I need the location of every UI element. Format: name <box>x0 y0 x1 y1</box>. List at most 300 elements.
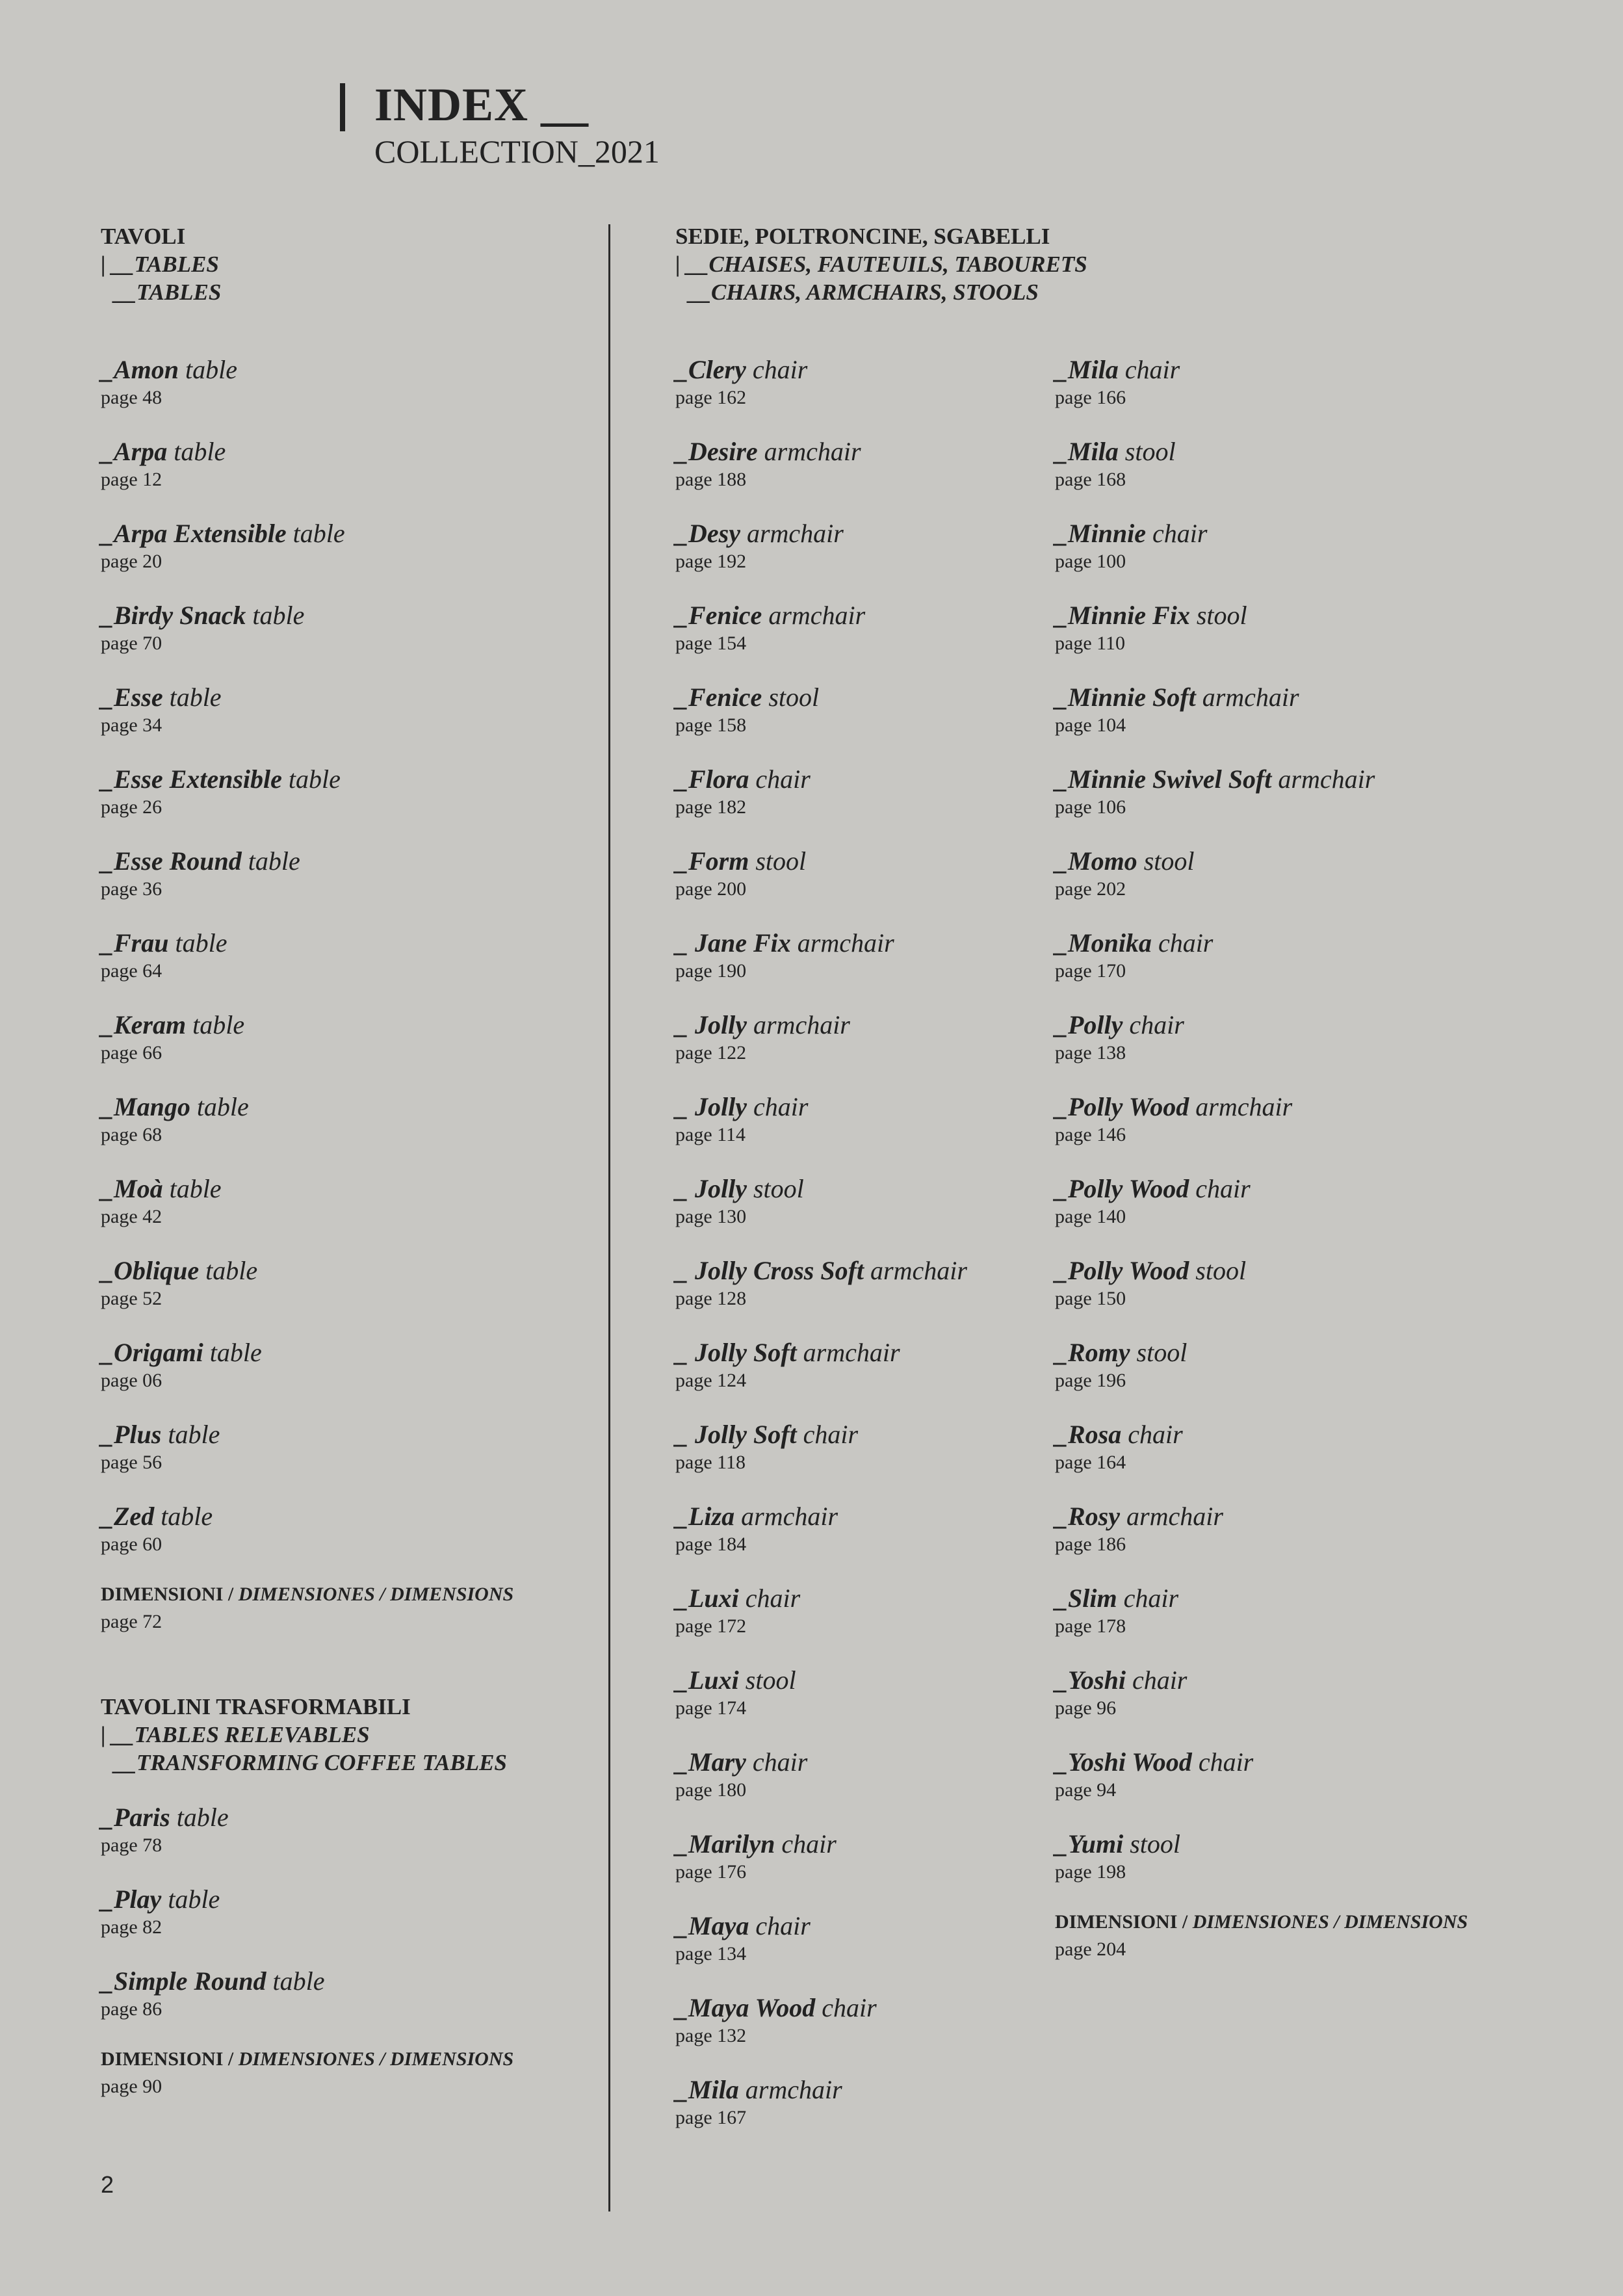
index-entry[interactable] <box>675 1174 1039 1256</box>
entry-page: page 78 <box>101 1834 162 1856</box>
index-entry[interactable] <box>675 437 1039 519</box>
entry-product-name: _ Jolly Cross Soft <box>675 1256 864 1285</box>
tables-list <box>101 355 595 1584</box>
entry-product-type: table <box>169 1174 222 1203</box>
index-entry[interactable] <box>675 1747 1039 1829</box>
entry-product-name: _Yoshi Wood <box>1055 1747 1192 1777</box>
entry-title <box>1055 601 1510 631</box>
entry-page: page 180 <box>675 1779 747 1801</box>
entry-product-type: chair <box>1198 1747 1254 1777</box>
entry-title <box>675 519 1039 549</box>
dimensions-page: page 204 <box>1055 1938 1126 1960</box>
index-entry[interactable] <box>101 1885 595 1966</box>
entry-product-type: armchair <box>803 1338 900 1367</box>
entry-product-name: _Marilyn <box>675 1829 775 1859</box>
entry-product-type: stool <box>1124 437 1176 466</box>
index-entry[interactable] <box>675 355 1039 437</box>
entry-title <box>101 519 595 549</box>
entry-page: page 172 <box>675 1615 747 1637</box>
index-entry[interactable] <box>1055 1829 1510 1911</box>
entry-page: page 178 <box>1055 1615 1126 1637</box>
index-entry[interactable] <box>1055 1174 1510 1256</box>
index-entry[interactable] <box>1055 1010 1510 1092</box>
entry-product-name: _Luxi <box>675 1665 739 1695</box>
entry-page: page 64 <box>101 960 162 982</box>
entry-title <box>1055 1829 1510 1859</box>
index-entry[interactable] <box>101 1420 595 1502</box>
entry-page: page 36 <box>101 878 162 900</box>
entry-page: page 146 <box>1055 1124 1126 1145</box>
entry-page: page 188 <box>675 469 747 490</box>
entry-product-type: armchair <box>741 1502 838 1531</box>
entry-page: page 86 <box>101 1998 162 2020</box>
entry-page: page 162 <box>675 387 747 408</box>
index-entry[interactable] <box>675 846 1039 928</box>
heading-line: __TRANSFORMING COFFEE TABLES <box>114 1750 507 1775</box>
index-entry[interactable] <box>101 519 595 601</box>
entry-title <box>101 1502 595 1532</box>
index-entry[interactable] <box>1055 1256 1510 1338</box>
index-entry[interactable] <box>675 2075 1039 2157</box>
entry-product-type: armchair <box>1195 1092 1293 1121</box>
entry-product-name: _Flora <box>675 764 749 794</box>
entry-product-type: chair <box>752 1747 808 1777</box>
entry-title <box>1055 1747 1510 1777</box>
entry-page: page 94 <box>1055 1779 1117 1801</box>
entry-product-name: _Origami <box>101 1338 203 1367</box>
heading-line: __CHAIRS, ARMCHAIRS, STOOLS <box>688 280 1039 305</box>
entry-product-type: chair <box>755 764 811 794</box>
entry-product-name: _Plus <box>101 1420 162 1449</box>
entry-page: page 170 <box>1055 960 1126 982</box>
seating-list-col1 <box>675 355 1039 2157</box>
entry-product-type: table <box>205 1256 258 1285</box>
entry-product-name: _ Jane Fix <box>675 928 791 958</box>
entry-product-name: _ Jolly <box>675 1010 747 1039</box>
entry-title <box>1055 1256 1510 1286</box>
index-entry[interactable] <box>675 764 1039 846</box>
entry-title <box>1055 1338 1510 1368</box>
entry-product-name: _Play <box>101 1885 162 1914</box>
entry-product-type: armchair <box>753 1010 850 1039</box>
entry-page: page 48 <box>101 387 162 408</box>
seating-section <box>675 222 1520 306</box>
entry-product-name: _Desy <box>675 519 740 548</box>
entry-product-name: _Birdy Snack <box>101 601 246 630</box>
entry-product-type: table <box>292 519 345 548</box>
index-entry[interactable] <box>675 1993 1039 2075</box>
dimensions-page: page 72 <box>101 1611 162 1632</box>
index-entry[interactable] <box>1055 519 1510 601</box>
index-entry[interactable] <box>675 1829 1039 1911</box>
entry-product-name: _Form <box>675 846 749 876</box>
heading-line: | __TABLES <box>101 252 219 277</box>
entry-product-type: armchair <box>797 928 894 958</box>
entry-page: page 138 <box>1055 1042 1126 1063</box>
entry-title <box>101 846 595 876</box>
heading-line: TAVOLI <box>101 224 186 249</box>
entry-title <box>675 1747 1039 1777</box>
entry-product-type: chair <box>1132 1665 1188 1695</box>
entry-product-name: _Slim <box>1055 1584 1117 1613</box>
entry-product-name: _Esse <box>101 683 163 712</box>
entry-product-type: table <box>288 764 341 794</box>
entry-product-type: chair <box>1152 519 1208 548</box>
entry-product-type: table <box>272 1966 325 1996</box>
entry-title <box>1055 764 1510 794</box>
entry-title <box>1055 1010 1510 1040</box>
entry-page: page 184 <box>675 1533 747 1555</box>
entry-product-type: table <box>248 846 300 876</box>
entry-product-type: table <box>174 437 226 466</box>
entry-page: page 190 <box>675 960 747 982</box>
entry-product-type: table <box>185 355 238 384</box>
index-entry[interactable] <box>101 764 595 846</box>
entry-page: page 114 <box>675 1124 746 1145</box>
index-entry[interactable] <box>1055 1747 1510 1829</box>
entry-title <box>675 1338 1039 1368</box>
coffee-tables-section <box>101 1693 595 2100</box>
entry-product-type: chair <box>1123 1584 1179 1613</box>
index-entry[interactable] <box>101 1966 595 2048</box>
entry-title <box>675 1911 1039 1941</box>
index-entry[interactable] <box>101 1092 595 1174</box>
section-heading <box>101 1693 595 1777</box>
entry-product-name: _ Jolly Soft <box>675 1420 797 1449</box>
entry-product-type: chair <box>803 1420 859 1449</box>
index-entry[interactable] <box>675 683 1039 764</box>
index-entry[interactable] <box>1055 1338 1510 1420</box>
entry-title <box>101 1885 595 1914</box>
entry-page: page 202 <box>1055 878 1126 900</box>
entry-product-type: table <box>196 1092 249 1121</box>
entry-product-name: _Esse Extensible <box>101 764 282 794</box>
entry-page: page 100 <box>1055 551 1126 572</box>
entry-page: page 34 <box>101 714 162 736</box>
dimensions-label: DIMENSIONI / DIMENSIONES / DIMENSIONS <box>101 2048 514 2070</box>
entry-product-type: table <box>161 1502 213 1531</box>
entry-product-name: _Polly Wood <box>1055 1174 1189 1203</box>
index-entry[interactable] <box>1055 601 1510 683</box>
index-entry[interactable] <box>1055 928 1510 1010</box>
dimensions-entry[interactable] <box>101 2046 595 2100</box>
entry-product-type: stool <box>1130 1829 1181 1859</box>
entry-title <box>675 1665 1039 1695</box>
entry-title <box>1055 1420 1510 1450</box>
entry-product-type: stool <box>753 1174 804 1203</box>
entry-page: page 186 <box>1055 1533 1126 1555</box>
index-entry[interactable] <box>675 928 1039 1010</box>
page-title: INDEX __ <box>374 79 590 131</box>
entry-product-type: armchair <box>1278 764 1375 794</box>
entry-page: page 164 <box>1055 1452 1126 1473</box>
heading-line: TAVOLINI TRASFORMABILI <box>101 1694 411 1719</box>
entry-product-type: stool <box>1143 846 1195 876</box>
heading-line: | __CHAISES, FAUTEUILS, TABOURETS <box>675 252 1087 277</box>
entry-product-name: _Rosy <box>1055 1502 1120 1531</box>
entry-title <box>1055 1502 1510 1532</box>
entry-title <box>675 764 1039 794</box>
index-entry[interactable] <box>101 683 595 764</box>
entry-product-type: armchair <box>1202 683 1299 712</box>
section-heading <box>101 222 595 306</box>
entry-title <box>1055 355 1510 385</box>
entry-product-type: stool <box>1136 1338 1188 1367</box>
entry-title <box>101 437 595 467</box>
entry-page: page 196 <box>1055 1370 1126 1391</box>
entry-product-name: _Desire <box>675 437 758 466</box>
dimensions-entry[interactable] <box>1055 1909 1510 1963</box>
entry-product-type: table <box>168 1420 220 1449</box>
entry-product-name: _Oblique <box>101 1256 200 1285</box>
entry-page: page 132 <box>675 2025 747 2046</box>
entry-product-type: chair <box>822 1993 877 2022</box>
entry-product-type: stool <box>1195 1256 1247 1285</box>
index-entry[interactable] <box>1055 1420 1510 1502</box>
entry-product-type: armchair <box>746 519 844 548</box>
entry-title <box>1055 1584 1510 1613</box>
entry-title <box>675 1420 1039 1450</box>
entry-product-name: _Yoshi <box>1055 1665 1126 1695</box>
page-number: 2 <box>101 2171 114 2198</box>
entry-page: page 56 <box>101 1452 162 1473</box>
entry-product-name: _Yumi <box>1055 1829 1124 1859</box>
entry-product-name: _Arpa Extensible <box>101 519 287 548</box>
entry-product-type: chair <box>745 1584 801 1613</box>
entry-product-name: _Keram <box>101 1010 187 1039</box>
entry-product-type: table <box>176 1803 229 1832</box>
dimensions-label: DIMENSIONI / DIMENSIONES / DIMENSIONS <box>101 1584 514 1605</box>
entry-product-name: _Monika <box>1055 928 1152 958</box>
entry-product-type: chair <box>1124 355 1180 384</box>
entry-title <box>675 846 1039 876</box>
entry-title <box>675 1256 1039 1286</box>
index-entry[interactable] <box>101 1010 595 1092</box>
entry-title <box>675 601 1039 631</box>
heading-line: SEDIE, POLTRONCINE, SGABELLI <box>675 224 1050 249</box>
entry-product-type: chair <box>1128 1420 1183 1449</box>
index-entry[interactable] <box>101 1256 595 1338</box>
index-entry[interactable] <box>1055 683 1510 764</box>
entry-title <box>675 1174 1039 1204</box>
index-entry[interactable] <box>675 1911 1039 1993</box>
entry-product-name: _Maya <box>675 1911 749 1940</box>
entry-product-type: chair <box>1195 1174 1251 1203</box>
index-entry[interactable] <box>1055 1584 1510 1665</box>
entry-title <box>1055 1092 1510 1122</box>
entry-product-type: armchair <box>870 1256 967 1285</box>
entry-page: page 140 <box>1055 1206 1126 1227</box>
entry-page: page 167 <box>675 2107 747 2128</box>
entry-page: page 166 <box>1055 387 1126 408</box>
entry-product-name: _Mila <box>675 2075 739 2104</box>
entry-product-name: _Clery <box>675 355 746 384</box>
index-entry[interactable] <box>101 1174 595 1256</box>
index-entry[interactable] <box>675 1256 1039 1338</box>
index-entry[interactable] <box>675 601 1039 683</box>
header-bar <box>340 83 345 131</box>
entry-page: page 174 <box>675 1697 747 1719</box>
index-entry[interactable] <box>675 519 1039 601</box>
index-entry[interactable] <box>101 846 595 928</box>
entry-title <box>675 437 1039 467</box>
entry-page: page 134 <box>675 1943 747 1964</box>
entry-page: page 82 <box>101 1916 162 1938</box>
index-entry[interactable] <box>1055 1092 1510 1174</box>
entry-page: page 130 <box>675 1206 747 1227</box>
entry-page: page 20 <box>101 551 162 572</box>
entry-product-name: _Rosa <box>1055 1420 1122 1449</box>
index-entry[interactable] <box>1055 764 1510 846</box>
entry-product-type: table <box>169 683 222 712</box>
entry-product-name: _Mary <box>675 1747 746 1777</box>
entry-page: page 124 <box>675 1370 747 1391</box>
entry-product-name: _Fenice <box>675 601 762 630</box>
entry-product-name: _Minnie Soft <box>1055 683 1196 712</box>
index-entry[interactable] <box>675 1420 1039 1502</box>
index-entry[interactable] <box>1055 355 1510 437</box>
entry-product-name: _Fenice <box>675 683 762 712</box>
entry-title <box>1055 683 1510 712</box>
entry-product-type: stool <box>755 846 807 876</box>
entry-product-name: _Minnie Swivel Soft <box>1055 764 1272 794</box>
index-entry[interactable] <box>675 1338 1039 1420</box>
entry-title <box>1055 928 1510 958</box>
entry-product-type: table <box>192 1010 245 1039</box>
entry-product-name: _Mila <box>1055 355 1119 384</box>
index-entry[interactable] <box>1055 1502 1510 1584</box>
entry-page: page 158 <box>675 714 747 736</box>
entry-page: page 128 <box>675 1288 747 1309</box>
entry-page: page 168 <box>1055 469 1126 490</box>
entry-title <box>675 1010 1039 1040</box>
entry-title <box>101 1803 595 1833</box>
index-entry[interactable] <box>101 928 595 1010</box>
entry-product-type: chair <box>753 1092 809 1121</box>
entry-title <box>101 683 595 712</box>
entry-product-type: armchair <box>745 2075 842 2104</box>
index-entry[interactable] <box>675 1584 1039 1665</box>
index-entry[interactable] <box>1055 437 1510 519</box>
entry-title <box>675 2075 1039 2105</box>
entry-product-type: table <box>252 601 305 630</box>
section-heading <box>675 222 1520 306</box>
index-entry[interactable] <box>675 1502 1039 1584</box>
index-entry[interactable] <box>675 1010 1039 1092</box>
entry-title <box>101 601 595 631</box>
index-entry[interactable] <box>101 1338 595 1420</box>
page-subtitle: COLLECTION_2021 <box>374 133 660 170</box>
entry-title <box>1055 1174 1510 1204</box>
entry-title <box>101 1338 595 1368</box>
entry-product-type: stool <box>1196 601 1247 630</box>
entry-title <box>675 1502 1039 1532</box>
entry-title <box>101 1420 595 1450</box>
tables-section <box>101 222 595 1636</box>
index-entry[interactable] <box>101 355 595 437</box>
index-entry[interactable] <box>101 1502 595 1584</box>
entry-page: page 198 <box>1055 1861 1126 1883</box>
entry-title <box>675 355 1039 385</box>
index-entry[interactable] <box>101 601 595 683</box>
index-entry[interactable] <box>675 1092 1039 1174</box>
entry-product-type: table <box>209 1338 262 1367</box>
dimensions-label: DIMENSIONI / DIMENSIONES / DIMENSIONS <box>1055 1911 1468 1933</box>
heading-line: __TABLES <box>114 280 222 305</box>
entry-page: page 110 <box>1055 633 1126 654</box>
entry-page: page 122 <box>675 1042 747 1063</box>
heading-line: | __TABLES RELEVABLES <box>101 1722 370 1747</box>
entry-product-name: _Minnie Fix <box>1055 601 1190 630</box>
seating-list-col2 <box>1055 355 1510 1911</box>
entry-product-type: stool <box>745 1665 796 1695</box>
index-entry[interactable] <box>101 1803 595 1885</box>
entry-product-name: _Simple Round <box>101 1966 266 1996</box>
entry-product-name: _Romy <box>1055 1338 1130 1367</box>
entry-page: page 200 <box>675 878 747 900</box>
entry-page: page 96 <box>1055 1697 1117 1719</box>
entry-product-name: _Amon <box>101 355 179 384</box>
entry-page: page 118 <box>675 1452 746 1473</box>
entry-title <box>101 1092 595 1122</box>
entry-page: page 60 <box>101 1533 162 1555</box>
entry-page: page 104 <box>1055 714 1126 736</box>
entry-product-type: armchair <box>768 601 866 630</box>
entry-product-name: _Arpa <box>101 437 168 466</box>
entry-product-name: _Esse Round <box>101 846 242 876</box>
entry-title <box>101 1010 595 1040</box>
entry-product-type: stool <box>768 683 820 712</box>
entry-page: page 192 <box>675 551 747 572</box>
index-entry[interactable] <box>1055 1665 1510 1747</box>
entry-product-name: _Mango <box>101 1092 190 1121</box>
entry-title <box>1055 519 1510 549</box>
dimensions-page: page 90 <box>101 2076 162 2097</box>
entry-product-type: chair <box>781 1829 837 1859</box>
entry-product-name: _Zed <box>101 1502 155 1531</box>
entry-title <box>101 1966 595 1996</box>
entry-title <box>101 1174 595 1204</box>
entry-product-type: chair <box>1129 1010 1184 1039</box>
entry-page: page 176 <box>675 1861 747 1883</box>
index-entry[interactable] <box>1055 846 1510 928</box>
entry-page: page 52 <box>101 1288 162 1309</box>
entry-page: page 12 <box>101 469 162 490</box>
index-entry[interactable] <box>675 1665 1039 1747</box>
entry-product-name: _Polly Wood <box>1055 1256 1189 1285</box>
index-entry[interactable] <box>101 437 595 519</box>
entry-product-name: _ Jolly <box>675 1092 747 1121</box>
entry-product-name: _Polly Wood <box>1055 1092 1189 1121</box>
entry-title <box>1055 437 1510 467</box>
dimensions-entry[interactable] <box>101 1581 595 1636</box>
entry-product-type: chair <box>1158 928 1214 958</box>
entry-title <box>101 355 595 385</box>
entry-product-type: armchair <box>764 437 861 466</box>
entry-product-name: _Luxi <box>675 1584 739 1613</box>
entry-title <box>101 1256 595 1286</box>
entry-title <box>675 928 1039 958</box>
entry-title <box>675 1584 1039 1613</box>
entry-page: page 42 <box>101 1206 162 1227</box>
entry-product-name: _Mila <box>1055 437 1119 466</box>
entry-title <box>101 928 595 958</box>
entry-page: page 154 <box>675 633 747 654</box>
entry-title <box>101 764 595 794</box>
entry-product-type: chair <box>755 1911 811 1940</box>
entry-product-name: _Maya Wood <box>675 1993 816 2022</box>
entry-product-name: _Momo <box>1055 846 1137 876</box>
